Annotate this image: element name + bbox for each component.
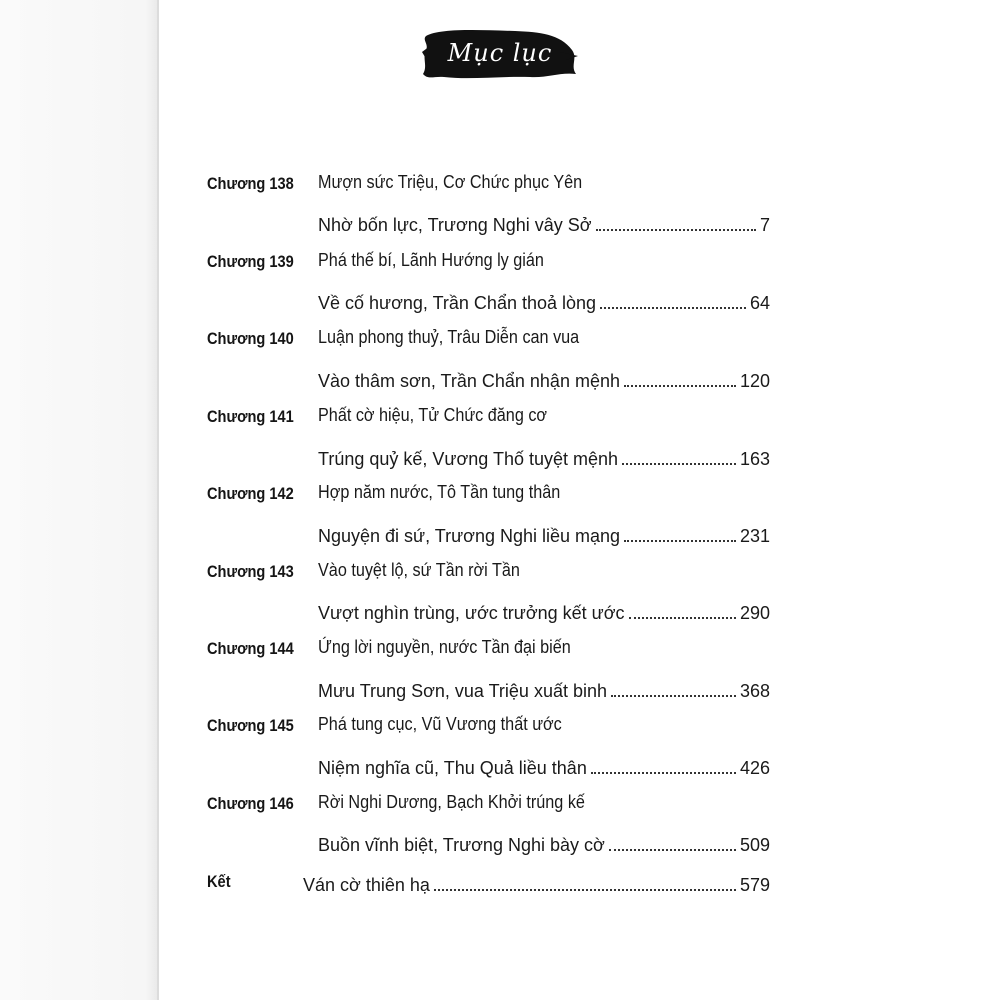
chapter-title-line2: Trúng quỷ kế, Vương Thố tuyệt mệnh <box>318 449 619 469</box>
toc-row-143-b <box>0 598 1000 628</box>
page-number: 290 <box>739 603 770 623</box>
toc-row-139 <box>0 250 1000 280</box>
page-number: 231 <box>739 526 770 546</box>
toc-entry <box>303 870 770 896</box>
leader-dots <box>629 617 736 619</box>
page-number: 426 <box>739 758 770 778</box>
leader-dots <box>611 695 736 697</box>
toc-row-144 <box>0 637 1000 667</box>
toc-row-146 <box>0 792 1000 822</box>
chapter-label: Chương 142 <box>207 484 294 503</box>
chapter-title-line1: Vào tuyệt lộ, sứ Tần rời Tần <box>318 560 520 580</box>
chapter-title-line1: Phá thế bí, Lãnh Hướng ly gián <box>318 250 544 270</box>
chapter-title-line1: Rời Nghi Dương, Bạch Khởi trúng kế <box>318 792 585 812</box>
toc-row-138-b <box>0 210 1000 240</box>
toc-row-140 <box>0 327 1000 357</box>
toc-row-146-b <box>0 830 1000 860</box>
chapter-title-line1: Ứng lời nguyền, nước Tần đại biến <box>318 637 571 657</box>
chapter-title-line2: Niệm nghĩa cũ, Thu Quả liều thân <box>318 758 587 778</box>
ket-label: Kết <box>207 872 231 891</box>
leader-dots <box>622 463 736 465</box>
chapter-title-line2: Về cố hương, Trần Chẩn thoả lòng <box>318 293 597 313</box>
toc-entry <box>318 753 770 779</box>
chapter-label: Chương 144 <box>207 639 294 658</box>
toc-row-139-b <box>0 288 1000 318</box>
chapter-title-line2: Vào thâm sơn, Trần Chẩn nhận mệnh <box>318 371 620 391</box>
chapter-label: Chương 138 <box>207 174 294 193</box>
page-number: 120 <box>739 371 770 391</box>
toc-row-145-b <box>0 753 1000 783</box>
toc-row-140-b <box>0 366 1000 396</box>
ket-title: Ván cờ thiên hạ <box>303 875 430 895</box>
page-number: 368 <box>739 681 770 701</box>
toc-row-ket <box>0 870 1000 900</box>
leader-dots <box>434 889 736 891</box>
toc-entry <box>318 444 770 470</box>
page-number: 163 <box>739 449 770 469</box>
toc-entry <box>318 288 770 314</box>
toc-title: Mục lục <box>447 39 553 67</box>
leader-dots <box>624 540 736 542</box>
chapter-title-line1: Hợp năm nước, Tô Tần tung thân <box>318 482 561 502</box>
chapter-label: Chương 140 <box>207 329 294 348</box>
toc-entry <box>318 598 770 624</box>
toc-row-142-b <box>0 521 1000 551</box>
chapter-title-line2: Nhờ bốn lực, Trương Nghi vây Sở <box>318 215 592 235</box>
leader-dots <box>609 849 736 851</box>
page-number: 7 <box>759 215 770 235</box>
toc-entry <box>318 210 770 236</box>
chapter-title-line2: Nguyện đi sứ, Trương Nghi liều mạng <box>318 526 621 546</box>
chapter-title-line1: Phá tung cục, Vũ Vương thất ước <box>318 714 562 734</box>
chapter-title-line1: Mượn sức Triệu, Cơ Chức phục Yên <box>318 172 583 192</box>
toc-entry <box>318 366 770 392</box>
toc-row-142 <box>0 482 1000 512</box>
chapter-title-line1: Luận phong thuỷ, Trâu Diễn can vua <box>318 327 580 347</box>
chapter-title-line2: Buồn vĩnh biệt, Trương Nghi bày cờ <box>318 835 605 855</box>
chapter-title-line1: Phất cờ hiệu, Tử Chức đăng cơ <box>318 405 548 425</box>
toc-row-144-b <box>0 676 1000 706</box>
toc-row-143 <box>0 560 1000 590</box>
chapter-label: Chương 146 <box>207 794 294 813</box>
toc-row-145 <box>0 714 1000 744</box>
page-number: 509 <box>739 835 770 855</box>
chapter-label: Chương 139 <box>207 252 294 271</box>
toc-entry <box>318 830 770 856</box>
chapter-title-line2: Mưu Trung Sơn, vua Triệu xuất binh <box>318 681 608 701</box>
toc-row-141 <box>0 405 1000 435</box>
leader-dots <box>591 772 736 774</box>
chapter-label: Chương 145 <box>207 716 294 735</box>
toc-row-138 <box>0 172 1000 202</box>
page-number: 64 <box>749 293 770 313</box>
toc-row-141-b <box>0 444 1000 474</box>
leader-dots <box>624 385 736 387</box>
chapter-label: Chương 141 <box>207 407 294 426</box>
toc-entry <box>318 676 770 702</box>
chapter-label: Chương 143 <box>207 562 294 581</box>
page-number: 579 <box>739 875 770 895</box>
leader-dots <box>600 307 746 309</box>
toc-entry <box>318 521 770 547</box>
leader-dots <box>596 229 756 231</box>
chapter-title-line2: Vượt nghìn trùng, ước trưởng kết ước <box>318 603 625 623</box>
